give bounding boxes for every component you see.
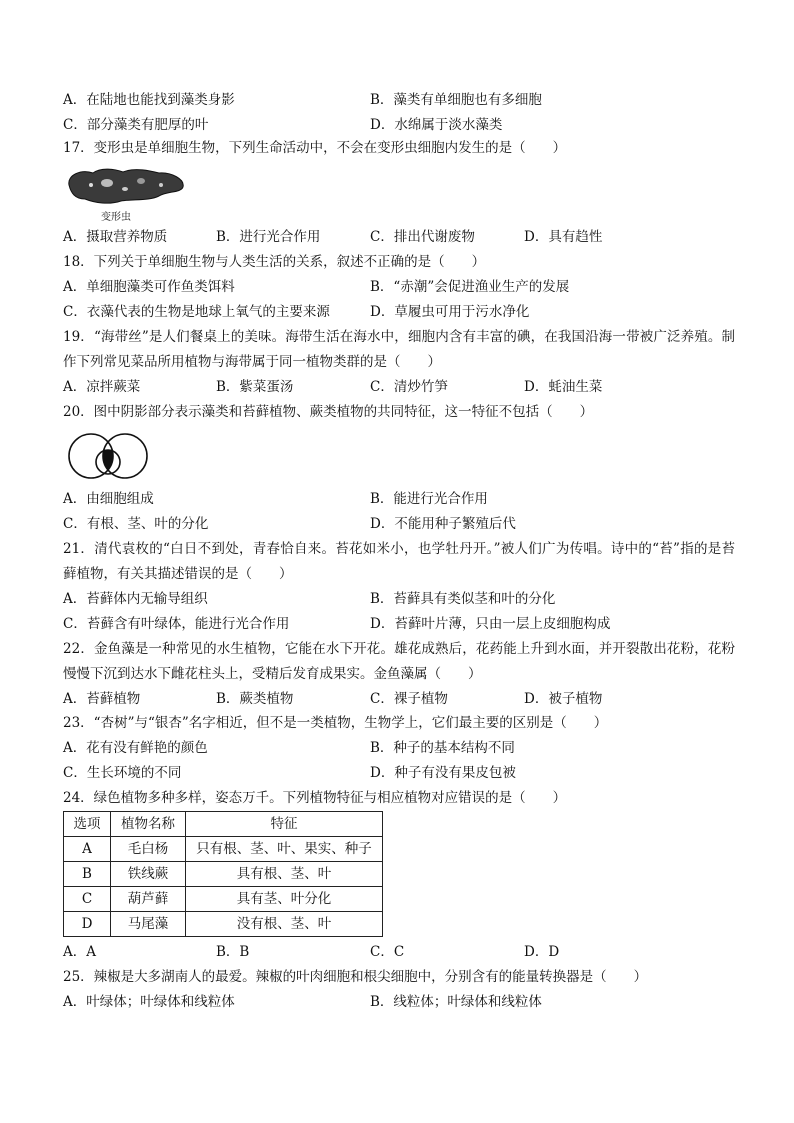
q18-option-b: B．“赤潮”会促进渔业生产的发展 [370,279,570,295]
q23-option-c: C．生长环境的不同 [63,765,182,781]
q23-option-d: D．种子有没有果皮包被 [370,765,516,781]
q20-option-d: D．不能用种子繁殖后代 [370,516,516,532]
question-24-stem: 24．绿色植物多种多样，姿态万千。下列植物特征与相应植物对应错误的是（ ） [63,790,567,806]
question-23-stem: 23．“杏树”与“银杏”名字相近，但不是一类植物，生物学上，它们最主要的区别是（ ） [63,715,608,731]
q20-option-b: B．能进行光合作用 [370,491,488,507]
q19-option-b: B．紫菜蛋汤 [216,379,294,395]
table-cell: 葫芦藓 [111,887,186,912]
q25-option-a: A．叶绿体；叶绿体和线粒体 [63,994,235,1010]
q17-option-b: B．进行光合作用 [216,229,321,245]
q21-option-d: D．苔藓叶片薄，只由一层上皮细胞构成 [370,616,611,632]
question-17-stem: 17．变形虫是单细胞生物，下列生命活动中，不会在变形虫细胞内发生的是（ ） [63,140,567,156]
question-20-stem: 20．图中阴影部分表示藻类和苔藓植物、蕨类植物的共同特征，这一特征不包括（ ） [63,404,594,420]
q21-option-c: C．苔藓含有叶绿体，能进行光合作用 [63,616,290,632]
q17-option-d: D．具有趋性 [524,229,603,245]
table-cell: C [64,887,111,912]
q24-option-d: D．D [524,944,560,960]
table-header: 特征 [186,812,383,837]
plant-features-table [63,811,383,937]
q18-option-a: A．单细胞藻类可作鱼类饵料 [63,279,235,295]
q19-option-d: D．蚝油生菜 [524,379,603,395]
q20-option-c: C．有根、茎、叶的分化 [63,516,209,532]
question-25-stem: 25．辣椒是大多湖南人的最爱。辣椒的叶肉细胞和根尖细胞中，分别含有的能量转换器是（ ） [63,969,648,985]
q24-option-c: C．C [370,944,405,960]
table-cell: 没有根、茎、叶 [186,912,383,937]
table-cell: 只有根、茎、叶、果实、种子 [186,837,383,862]
q22-option-c: C．裸子植物 [370,691,448,707]
question-19-stem: 19．“海带丝”是人们餐桌上的美味。海带生活在海水中，细胞内含有丰富的碘，在我国沿海一带被广泛养殖。制作下列常见菜品所用植物与海带属于同一植物类群的是（ ） [63,329,735,370]
q23-option-b: B．种子的基本结构不同 [370,740,515,756]
table-header: 植物名称 [111,812,186,837]
table-header: 选项 [64,812,111,837]
option-a: A．在陆地也能找到藻类身影 [63,92,235,108]
table-cell: A [64,837,111,862]
question-22-stem: 22．金鱼藻是一种常见的水生植物，它能在水下开花。雄花成熟后，花药能上升到水面，并开裂散出花粉，花粉慢慢下沉到达水下雌花柱头上，受精后发育成果实。金鱼藻属（ ） [63,641,735,682]
q20-option-a: A．由细胞组成 [63,491,154,507]
question-18-stem: 18．下列关于单细胞生物与人类生活的关系，叙述不正确的是（ ） [63,254,486,270]
q22-option-d: D．被子植物 [524,691,603,707]
q21-option-b: B．苔藓具有类似茎和叶的分化 [370,591,556,607]
figure-caption: 变形虫 [101,212,131,223]
option-b: B．藻类有单细胞也有多细胞 [370,92,542,108]
amoeba-figure [63,163,189,225]
q24-option-b: B．B [216,944,250,960]
q19-option-c: C．清炒竹笋 [370,379,448,395]
q21-option-a: A．苔藓体内无输导组织 [63,591,208,607]
q18-option-c: C．衣藻代表的生物是地球上氧气的主要来源 [63,304,330,320]
question-21-stem: 21．清代袁枚的“白日不到处，青春恰自来。苔花如米小，也学牡丹开。”被人们广为传唱。诗中的“苔”指的是苔藓植物，有关其描述错误的是（ ） [63,541,735,582]
q17-option-c: C．排出代谢废物 [370,229,475,245]
q25-option-b: B．线粒体；叶绿体和线粒体 [370,994,542,1010]
table-row [64,837,383,862]
option-d: D．水绵属于淡水藻类 [370,117,503,133]
q22-option-a: A．苔藓植物 [63,691,141,707]
q23-option-a: A．花有没有鲜艳的颜色 [63,740,208,756]
table-cell: 马尾藻 [111,912,186,937]
table-cell: 具有茎、叶分化 [186,887,383,912]
q18-option-d: D．草履虫可用于污水净化 [370,304,530,320]
venn-diagram-figure [63,432,153,482]
table-row [64,862,383,887]
table-cell: D [64,912,111,937]
q19-option-a: A．凉拌蕨菜 [63,379,141,395]
table-row [64,912,383,937]
option-c: C．部分藻类有肥厚的叶 [63,117,209,133]
q17-option-a: A．摄取营养物质 [63,229,168,245]
q24-option-a: A．A [63,944,96,960]
table-header-row [64,812,383,837]
table-cell: 铁线蕨 [111,862,186,887]
table-row [64,887,383,912]
q22-option-b: B．蕨类植物 [216,691,294,707]
table-cell: B [64,862,111,887]
table-cell: 毛白杨 [111,837,186,862]
table-cell: 具有根、茎、叶 [186,862,383,887]
